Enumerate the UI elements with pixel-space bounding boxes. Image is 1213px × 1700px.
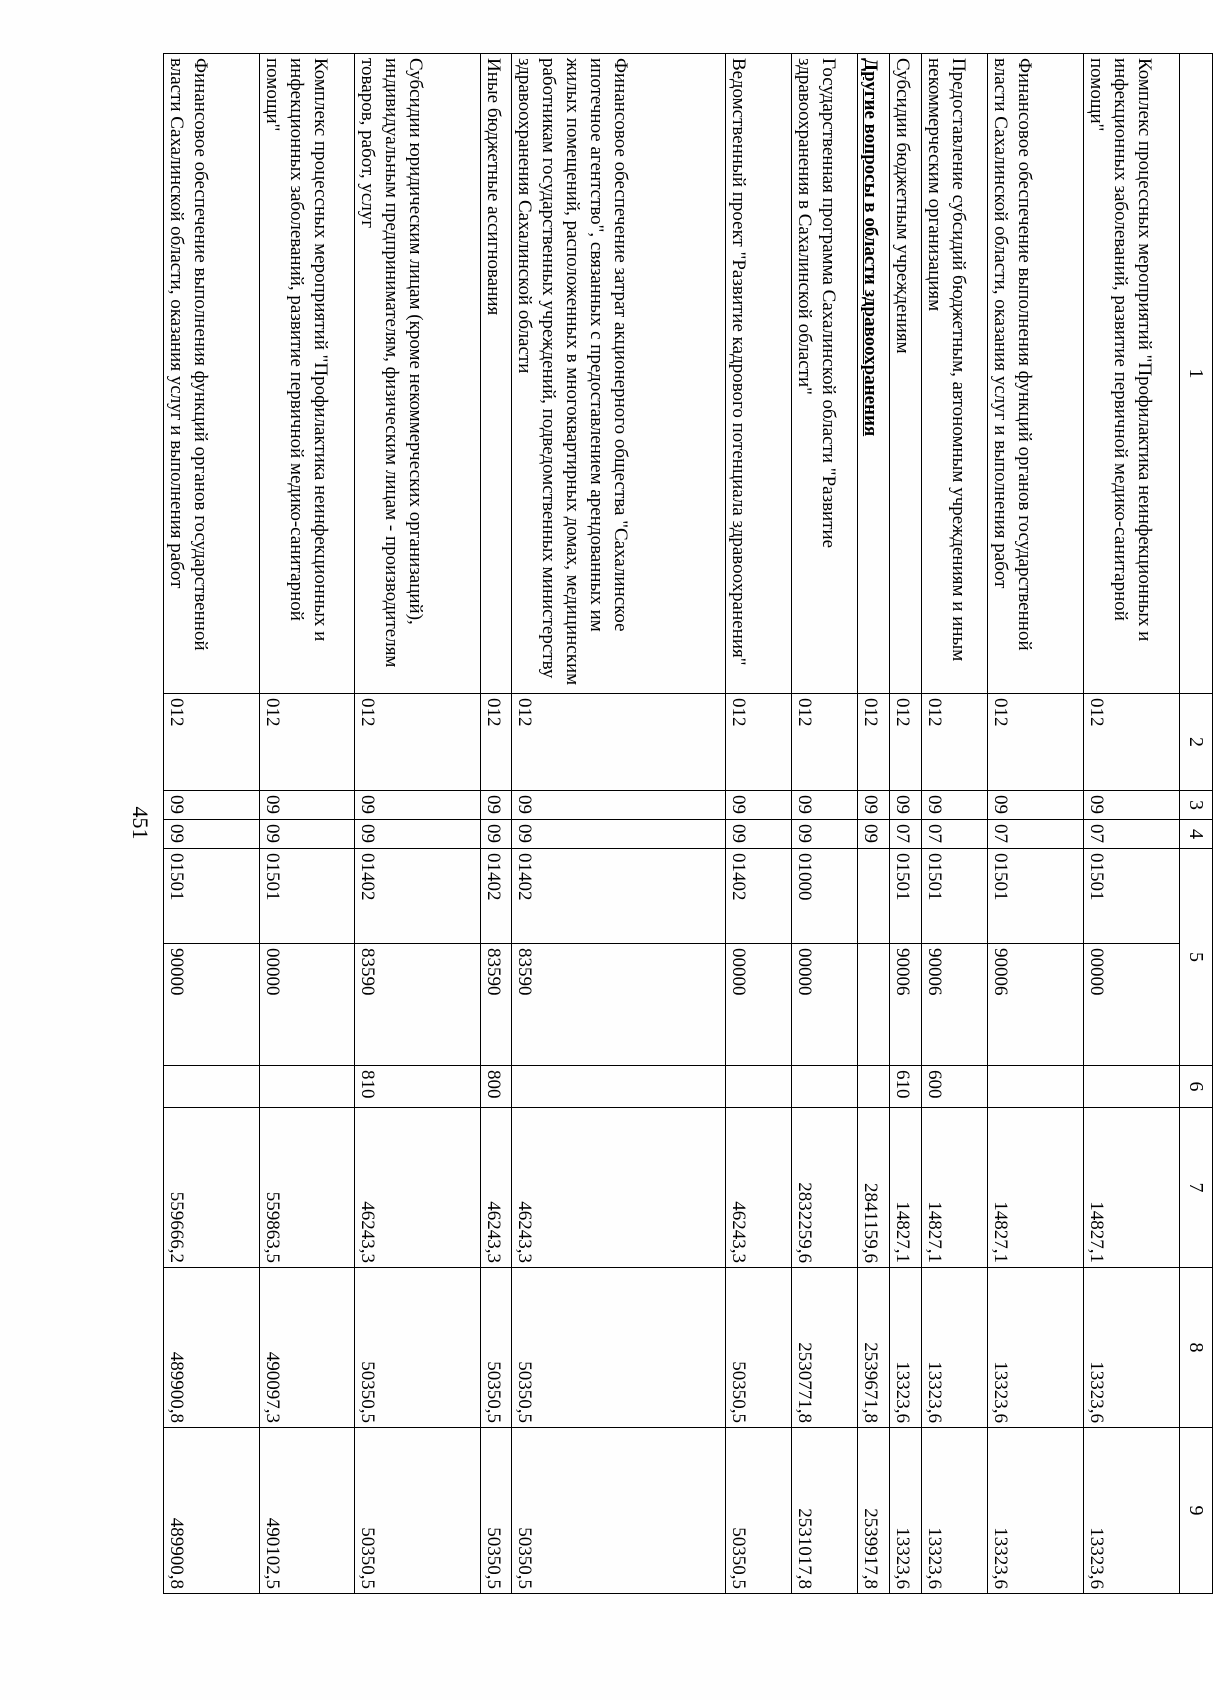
row-name-cell: Иные бюджетные ассигнования bbox=[480, 54, 512, 694]
row-amount-2-cell: 13323,6 bbox=[922, 1268, 988, 1428]
row-expense-type-cell: 610 bbox=[890, 1066, 922, 1108]
row-subsection-cell: 07 bbox=[988, 820, 1084, 849]
row-amount-1-cell: 14827,1 bbox=[988, 1108, 1084, 1268]
row-code-cell: 012 bbox=[164, 694, 260, 791]
row-target-cell: 01501 bbox=[164, 849, 260, 944]
table-row bbox=[792, 54, 858, 1594]
row-section-cell: 09 bbox=[890, 791, 922, 820]
row-amount-3-cell: 13323,6 bbox=[890, 1428, 922, 1594]
rotated-content bbox=[111, 53, 1213, 1673]
table-row bbox=[858, 54, 890, 1594]
row-name-cell: Комплекс процессных мероприятий "Профилактика неинфекционных и инфекционных заболеваний, развитие первичной медико-санитарной помощи" bbox=[1084, 54, 1180, 694]
row-section-cell: 09 bbox=[355, 791, 480, 820]
page-number: 451 bbox=[128, 806, 153, 840]
row-section-cell: 09 bbox=[164, 791, 260, 820]
header-cell-4: 4 bbox=[1179, 820, 1212, 849]
row-target-cell: 01501 bbox=[1084, 849, 1180, 944]
row-target-cell: 01501 bbox=[988, 849, 1084, 944]
row-subsection-cell: 09 bbox=[858, 820, 890, 849]
row-expense-type-cell bbox=[988, 1066, 1084, 1108]
row-section-cell: 09 bbox=[922, 791, 988, 820]
row-code-cell: 012 bbox=[512, 694, 725, 791]
row-amount-3-cell: 2531017,8 bbox=[792, 1428, 858, 1594]
row-amount-2-cell: 13323,6 bbox=[1084, 1268, 1180, 1428]
row-section-cell: 09 bbox=[480, 791, 512, 820]
row-expense-type-cell: 800 bbox=[480, 1066, 512, 1108]
row-section-cell: 09 bbox=[259, 791, 355, 820]
row-subsection-cell: 09 bbox=[355, 820, 480, 849]
row-amount-3-cell: 13323,6 bbox=[1084, 1428, 1180, 1594]
row-target-suffix-cell: 00000 bbox=[792, 944, 858, 1066]
row-section-cell: 09 bbox=[988, 791, 1084, 820]
row-subsection-cell: 09 bbox=[792, 820, 858, 849]
row-target-suffix-cell: 83590 bbox=[512, 944, 725, 1066]
row-target-cell: 01402 bbox=[512, 849, 725, 944]
row-code-cell: 012 bbox=[1084, 694, 1180, 791]
row-amount-1-cell: 2841159,6 bbox=[858, 1108, 890, 1268]
row-section-cell: 09 bbox=[858, 791, 890, 820]
row-amount-1-cell: 46243,3 bbox=[480, 1108, 512, 1268]
row-expense-type-cell bbox=[512, 1066, 725, 1108]
row-code-cell: 012 bbox=[725, 694, 791, 791]
table-row bbox=[988, 54, 1084, 1594]
row-expense-type-cell bbox=[792, 1066, 858, 1108]
row-subsection-cell: 09 bbox=[259, 820, 355, 849]
row-name-cell: Субсидии юридическим лицам (кроме некоммерческих организаций), индивидуальным предпринимателям, физическим лицам - производителям товаров, работ, услуг bbox=[355, 54, 480, 694]
row-name-cell: Другие вопросы в области здравоохранения bbox=[858, 54, 890, 694]
row-amount-1-cell: 46243,3 bbox=[725, 1108, 791, 1268]
row-name-cell: Финансовое обеспечение выполнения функций органов государственной власти Сахалинской области, оказания услуг и выполнения работ bbox=[164, 54, 260, 694]
row-target-suffix-cell bbox=[858, 944, 890, 1066]
row-target-cell: 01501 bbox=[922, 849, 988, 944]
row-amount-2-cell: 50350,5 bbox=[512, 1268, 725, 1428]
row-subsection-cell: 07 bbox=[1084, 820, 1180, 849]
row-amount-2-cell: 50350,5 bbox=[725, 1268, 791, 1428]
row-expense-type-cell bbox=[164, 1066, 260, 1108]
row-section-cell: 09 bbox=[512, 791, 725, 820]
row-code-cell: 012 bbox=[259, 694, 355, 791]
header-cell-6: 6 bbox=[1179, 1066, 1212, 1108]
row-target-cell bbox=[858, 849, 890, 944]
table-row bbox=[480, 54, 512, 1594]
row-expense-type-cell bbox=[858, 1066, 890, 1108]
row-amount-3-cell: 489900,8 bbox=[164, 1428, 260, 1594]
row-name-cell: Ведомственный проект "Развитие кадрового потенциала здравоохранения" bbox=[725, 54, 791, 694]
row-amount-2-cell: 13323,6 bbox=[890, 1268, 922, 1428]
row-amount-1-cell: 46243,3 bbox=[512, 1108, 725, 1268]
row-amount-3-cell: 490102,5 bbox=[259, 1428, 355, 1594]
row-subsection-cell: 07 bbox=[922, 820, 988, 849]
row-section-cell: 09 bbox=[792, 791, 858, 820]
row-target-suffix-cell: 00000 bbox=[1084, 944, 1180, 1066]
table-row bbox=[512, 54, 725, 1594]
row-name-cell: Финансовое обеспечение затрат акционерного общества "Сахалинское ипотечное агентство", связанных с предоставлением арендованных им жилых помещений, расположенных в многоквартирных домах, медицинским работникам государственных учреждений, подведомственных министерству здравоохранения Сахалинской области bbox=[512, 54, 725, 694]
row-amount-3-cell: 13323,6 bbox=[922, 1428, 988, 1594]
row-amount-2-cell: 2539671,8 bbox=[858, 1268, 890, 1428]
row-target-cell: 01501 bbox=[890, 849, 922, 944]
row-subsection-cell: 09 bbox=[725, 820, 791, 849]
row-name-cell: Предоставление субсидий бюджетным, автономным учреждениям и иным некоммерческим организациям bbox=[922, 54, 988, 694]
row-code-cell: 012 bbox=[355, 694, 480, 791]
budget-table bbox=[163, 53, 1213, 1594]
row-code-cell: 012 bbox=[922, 694, 988, 791]
row-amount-1-cell: 14827,1 bbox=[890, 1108, 922, 1268]
row-amount-1-cell: 559666,2 bbox=[164, 1108, 260, 1268]
row-target-suffix-cell: 90006 bbox=[988, 944, 1084, 1066]
header-cell-7: 7 bbox=[1179, 1108, 1212, 1268]
row-subsection-cell: 09 bbox=[480, 820, 512, 849]
row-target-suffix-cell: 00000 bbox=[259, 944, 355, 1066]
table-body bbox=[164, 54, 1213, 1594]
row-amount-1-cell: 559863,5 bbox=[259, 1108, 355, 1268]
row-subsection-cell: 09 bbox=[512, 820, 725, 849]
row-amount-3-cell: 2539917,8 bbox=[858, 1428, 890, 1594]
row-target-cell: 01000 bbox=[792, 849, 858, 944]
row-expense-type-cell: 600 bbox=[922, 1066, 988, 1108]
header-cell-3: 3 bbox=[1179, 791, 1212, 820]
row-amount-3-cell: 50350,5 bbox=[355, 1428, 480, 1594]
row-name-cell: Комплекс процессных мероприятий "Профилактика неинфекционных и инфекционных заболеваний, развитие первичной медико-санитарной помощи" bbox=[259, 54, 355, 694]
row-amount-1-cell: 46243,3 bbox=[355, 1108, 480, 1268]
row-section-cell: 09 bbox=[725, 791, 791, 820]
row-target-suffix-cell: 83590 bbox=[480, 944, 512, 1066]
row-code-cell: 012 bbox=[858, 694, 890, 791]
row-amount-1-cell: 2832259,6 bbox=[792, 1108, 858, 1268]
row-amount-2-cell: 489900,8 bbox=[164, 1268, 260, 1428]
row-subsection-cell: 09 bbox=[164, 820, 260, 849]
row-expense-type-cell bbox=[259, 1066, 355, 1108]
header-cell-1: 1 bbox=[1179, 54, 1212, 694]
row-target-suffix-cell: 90000 bbox=[164, 944, 260, 1066]
row-expense-type-cell: 810 bbox=[355, 1066, 480, 1108]
table-row bbox=[1084, 54, 1180, 1594]
row-target-suffix-cell: 00000 bbox=[725, 944, 791, 1066]
row-amount-2-cell: 50350,5 bbox=[355, 1268, 480, 1428]
row-code-cell: 012 bbox=[480, 694, 512, 791]
row-amount-2-cell: 13323,6 bbox=[988, 1268, 1084, 1428]
row-amount-1-cell: 14827,1 bbox=[922, 1108, 988, 1268]
row-name-cell: Финансовое обеспечение выполнения функций органов государственной власти Сахалинской области, оказания услуг и выполнения работ bbox=[988, 54, 1084, 694]
table-row bbox=[164, 54, 260, 1594]
row-code-cell: 012 bbox=[890, 694, 922, 791]
row-amount-2-cell: 50350,5 bbox=[480, 1268, 512, 1428]
table-row bbox=[725, 54, 791, 1594]
row-amount-3-cell: 50350,5 bbox=[725, 1428, 791, 1594]
row-target-suffix-cell: 90006 bbox=[922, 944, 988, 1066]
row-name-cell: Субсидии бюджетным учреждениям bbox=[890, 54, 922, 694]
row-target-cell: 01402 bbox=[480, 849, 512, 944]
row-expense-type-cell bbox=[1084, 1066, 1180, 1108]
header-cell-5: 5 bbox=[1179, 849, 1212, 1066]
row-amount-3-cell: 13323,6 bbox=[988, 1428, 1084, 1594]
row-amount-2-cell: 490097,3 bbox=[259, 1268, 355, 1428]
table-row bbox=[922, 54, 988, 1594]
row-amount-1-cell: 14827,1 bbox=[1084, 1108, 1180, 1268]
header-cell-8: 8 bbox=[1179, 1268, 1212, 1428]
row-amount-3-cell: 50350,5 bbox=[480, 1428, 512, 1594]
table-row bbox=[259, 54, 355, 1594]
row-code-cell: 012 bbox=[988, 694, 1084, 791]
row-target-suffix-cell: 83590 bbox=[355, 944, 480, 1066]
header-cell-9: 9 bbox=[1179, 1428, 1212, 1594]
row-target-cell: 01402 bbox=[725, 849, 791, 944]
table-row bbox=[355, 54, 480, 1594]
row-code-cell: 012 bbox=[792, 694, 858, 791]
header-cell-2: 2 bbox=[1179, 694, 1212, 791]
row-target-suffix-cell: 90006 bbox=[890, 944, 922, 1066]
row-subsection-cell: 07 bbox=[890, 820, 922, 849]
row-expense-type-cell bbox=[725, 1066, 791, 1108]
row-target-cell: 01402 bbox=[355, 849, 480, 944]
row-target-cell: 01501 bbox=[259, 849, 355, 944]
row-amount-2-cell: 2530771,8 bbox=[792, 1268, 858, 1428]
table-row bbox=[890, 54, 922, 1594]
row-amount-3-cell: 50350,5 bbox=[512, 1428, 725, 1594]
row-name-cell: Государственная программа Сахалинской области "Развитие здравоохранения в Сахалинской области" bbox=[792, 54, 858, 694]
table-header-row bbox=[1179, 54, 1212, 1594]
row-section-cell: 09 bbox=[1084, 791, 1180, 820]
